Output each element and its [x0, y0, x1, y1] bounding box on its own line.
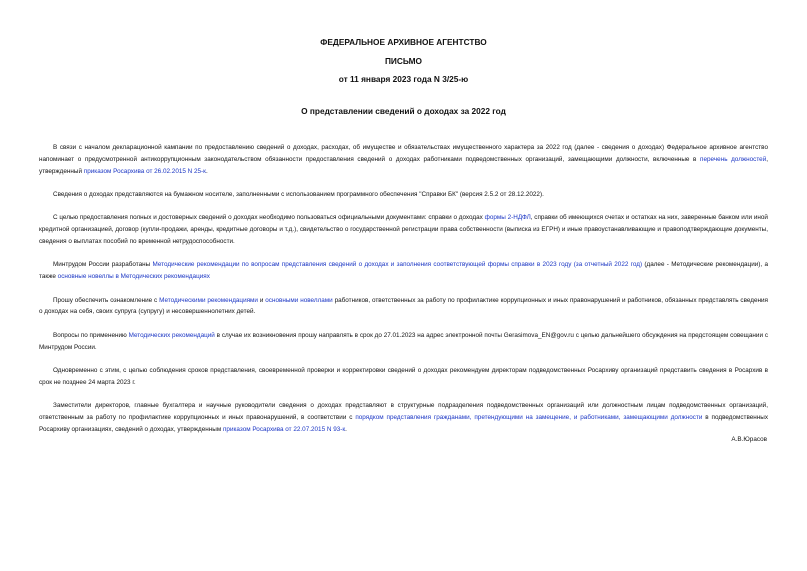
document-date-number: от 11 января 2023 года N 3/25-ю [338, 74, 469, 84]
link-methodical-recommendations[interactable]: Методические рекомендации по вопросам представления сведений о доходах и заполнения соответствующей формы справки в 2023 году (за отчетный 2022 год) [152, 261, 643, 269]
paragraph-text: работников, ответственных за работу по профилактике коррупционных и иных правонарушений и работников, обязанных представлять сведения о доходах на себя, своих супруга (супругу) и несовершеннолетних детей. [39, 296, 768, 316]
link-form-2ndfl[interactable]: формы 2-НДФЛ [484, 214, 531, 222]
paragraph-text: и [257, 296, 266, 304]
paragraph-text: Одновременно с этим, с целью соблюдения сроков представления, своевременной проверки и корректировки сведений о доходах рекомендуем директорам подведомственных Росархиву организаций представить сведения в Росархив в срок не позднее 24 марта 2023 г. [39, 366, 768, 386]
paragraph-official-documents [39, 212, 768, 247]
paragraph-text: С целью предоставления полных и достоверных сведений о доходах необходимо пользоваться официальными документами: справки о доходах [53, 214, 485, 222]
paragraph-paper-medium [39, 189, 768, 201]
link-main-novelties-2[interactable]: основными новеллами [265, 296, 333, 304]
signature: А.В.Юрасов [731, 436, 767, 443]
paragraph-deputies [39, 400, 768, 435]
paragraph-text: Вопросы по применению [53, 331, 129, 339]
paragraph-text: В связи с началом декларационной кампании по предоставлению сведений о доходах, расходах, об имуществе и обязательствах имущественного характера за 2022 год (далее - сведения о доходах) Федеральное архивное агентство напоминает о предусмотренной антикоррупционным законодательством обязанности предоставления сведений о доходах работниками подведомственных организаций, замещающими должности, включенные в [39, 144, 768, 163]
paragraph-familiarization [39, 295, 768, 319]
paragraph-text: Минтрудом России разработаны [53, 261, 153, 269]
link-order-93k[interactable]: приказом Росархива от 22.07.2015 N 93-к [222, 425, 346, 433]
paragraph-text: . [345, 425, 347, 433]
paragraph-declaration-campaign [39, 142, 768, 177]
link-positions-list[interactable]: перечень должностей [700, 155, 767, 163]
document-subject: О представлении сведений о доходах за 2022 год [301, 106, 506, 116]
link-methodical-recommendations-3[interactable]: Методических рекомендаций [128, 331, 215, 339]
paragraph-deadlines [39, 365, 768, 389]
paragraph-questions [39, 330, 768, 354]
paragraph-methodical-recommendations [39, 259, 768, 283]
paragraph-text: в подведомственных Росархиву организациях, сведений о доходах, утвержденным [39, 413, 769, 433]
agency-title: ФЕДЕРАЛЬНОЕ АРХИВНОЕ АГЕНТСТВО [320, 37, 487, 47]
link-order-25k[interactable]: приказом Росархива от 26.02.2015 N 25-к [83, 167, 206, 175]
letter-body [39, 142, 768, 436]
paragraph-text: Сведения о доходах представляются на бумажном носителе, заполненными с использованием программного обеспечения "Справки БК" (версия 2.5.2 от 28.12.2022). [53, 190, 544, 198]
paragraph-text: в случае их возникновения прошу направлять в срок до 27.01.2023 на адрес электронной почты Gerasimova_EN@gov.ru с целью дальнейшего обсуждения на предстоящем совещании с Минтрудом России. [39, 331, 768, 351]
paragraph-text: , утвержденный [39, 155, 769, 175]
paragraph-text: Заместители директоров, главные бухгалтера и научные руководители сведения о доходах представляют в структурные подразделения подведомственных организаций или должностным лицам подведомственных организаций, ответственным за работу по профилактике коррупционных и иных правонарушений, в соответствии с [39, 402, 768, 421]
paragraph-text: (далее - Методические рекомендации), а также [39, 261, 768, 281]
link-submission-procedure[interactable]: порядком представления гражданами, претендующими на замещение, и работниками, замещающими должности [355, 413, 703, 421]
paragraph-text: Прошу обеспечить ознакомление с [53, 296, 160, 304]
document-type: ПИСЬМО [384, 56, 423, 66]
link-main-novelties[interactable]: основные новеллы в Методических рекомендациях [57, 273, 210, 281]
link-methodical-recommendations-2[interactable]: Методическими рекомендациями [159, 296, 258, 304]
paragraph-text: . [205, 167, 208, 175]
paragraph-text: , справки об имеющихся счетах и остатках на них, заверенные банком или иной кредитной организацией, договор (купли-продажи, аренды, кредитные договоры и т.д.), свидетельство о государственной регистрации права собственности (выписка из ЕГРН) и иные правоустанавливающие и правоподтверждающие документы, сведения о выплатах пособий по временной нетрудоспособности. [39, 214, 768, 245]
